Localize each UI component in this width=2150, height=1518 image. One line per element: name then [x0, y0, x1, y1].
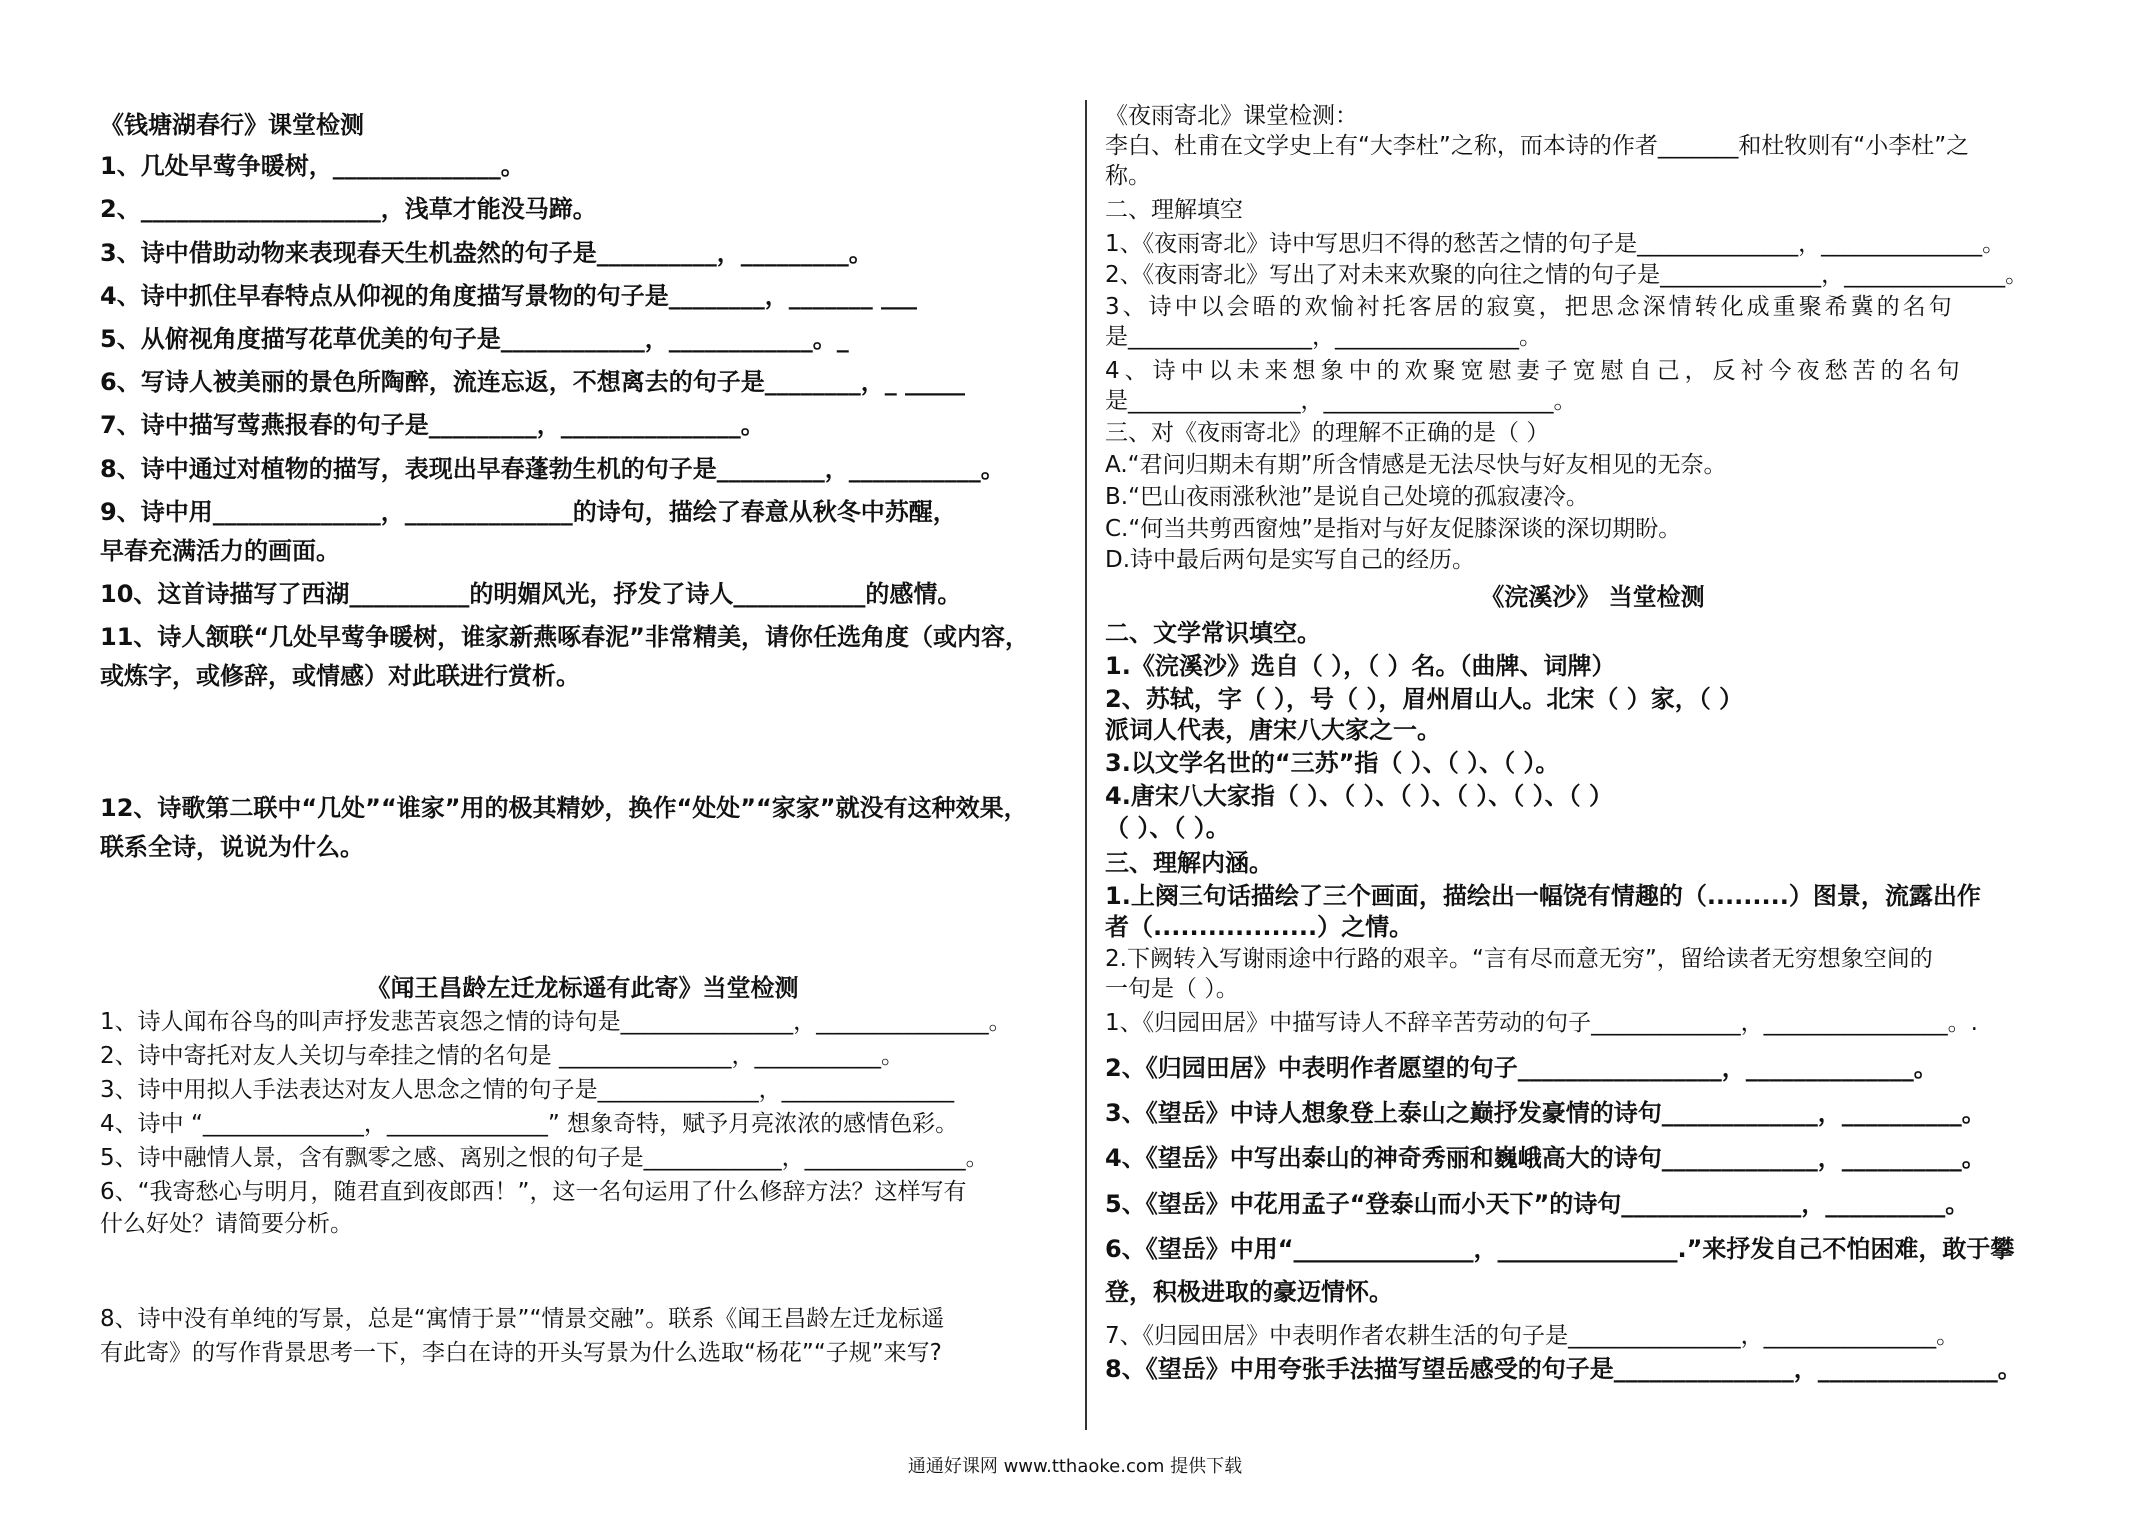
question: 5、从俯视角度描写花草优美的句子是____________，____________。_ — [100, 324, 849, 353]
question: 5、诗中融情人景，含有飘零之感、离别之恨的句子是____________，______________。 — [100, 1144, 989, 1171]
question-continued: （ ）、（ ）。 — [1105, 813, 1230, 842]
text-line: 称。 — [1105, 162, 1151, 189]
question: 10、这首诗描写了西湖__________的明媚风光，抒发了诗人___________的感情。 — [100, 580, 962, 609]
option-a: A.“君问归期未有期”所含情感是无法尽快与好友相见的无奈。 — [1105, 451, 1727, 478]
question: 4、诗中抓住早春特点从仰视的角度描写景物的句子是________，_______ ___ — [100, 281, 918, 310]
question: 8、诗中没有单纯的写景，总是“寓情于景”“情景交融”。联系《闻王昌龄左迁龙标遥 — [100, 1306, 945, 1333]
question: 1、《归园田居》中描写诗人不辞辛苦劳动的句子_____________，________________。. — [1105, 1010, 1978, 1037]
question: 3、《望岳》中诗人想象登上泰山之巅抒发豪情的诗句_____________，__________。 — [1105, 1099, 1986, 1128]
question: 3、诗中用拟人手法表达对友人思念之情的句子是______________，_______________ — [100, 1076, 955, 1103]
question-continued: 是_______________，____________________。 — [1105, 388, 1577, 415]
question: 7、《归园田居》中表明作者农耕生活的句子是_______________，_______________。 — [1105, 1323, 1960, 1350]
question: 1、几处早莺争暖树，______________。 — [100, 152, 525, 181]
question: 11、诗人颔联“几处早莺争暖树，谁家新燕啄春泥”非常精美，请你任选角度（或内容， — [100, 623, 1029, 652]
section-heading: 二、理解填空 — [1105, 196, 1243, 223]
question: 12、诗歌第二联中“几处”“谁家”用的极其精妙，换作“处处”“家家”就没有这种效果， — [100, 793, 1028, 822]
question-continued: 联系全诗，说说为什么。 — [100, 832, 364, 861]
question-continued: 或炼字，或修辞，或情感）对此联进行赏析。 — [100, 662, 580, 691]
question: 8、诗中通过对植物的描写，表现出早春蓬勃生机的句子是_________，___________。 — [100, 454, 1005, 483]
question: 6、“我寄愁心与明月，随君直到夜郎西！”，这一名句运用了什么修辞方法？这样写有 — [100, 1178, 967, 1205]
question-continued: 派词人代表，唐宋八大家之一。 — [1105, 716, 1441, 745]
question-continued: 登，积极进取的豪迈情怀。 — [1105, 1278, 1393, 1307]
option-b: B.“巴山夜雨涨秋池”是说自己处境的孤寂凄冷。 — [1105, 483, 1589, 510]
question: 3、诗中借助动物来表现春天生机盎然的句子是__________，_________。 — [100, 238, 873, 267]
question: 2、苏轼，字（ ），号（ ），眉州眉山人。北宋（ ）家，（ ） — [1105, 684, 1744, 713]
question: 3.以文学名世的“三苏”指（ ）、（ ）、（ ）。 — [1105, 749, 1560, 778]
question: 4、诗中 “______________，______________” 想象奇特，赋予月亮浓浓的感情色彩。 — [100, 1110, 959, 1137]
text-line: 李白、杜甫在文学史上有“大李杜”之称，而本诗的作者_______和杜牧则有“小李杜”之 — [1105, 132, 1970, 159]
question: 2、诗中寄托对友人关切与牵挂之情的名句是 _______________，___________。 — [100, 1043, 904, 1070]
section-title-huanxisha: 《浣溪沙》 当堂检测 — [1480, 583, 1705, 612]
question: 4、《望岳》中写出泰山的神奇秀丽和巍峨高大的诗句_____________，__________。 — [1105, 1144, 1986, 1173]
question: 7、诗中描写莺燕报春的句子是_________，_______________。 — [100, 411, 765, 440]
option-c: C.“何当共剪西窗烛”是指对与好友促膝深谈的深切期盼。 — [1105, 515, 1682, 542]
question-continued: 有此寄》的写作背景思考一下，李白在诗的开头写景为什么选取“杨花”“子规”来写? — [100, 1340, 942, 1367]
page-footer: 通通好课网 www.tthaoke.com 提供下载 — [907, 1456, 1243, 1477]
question-continued: 早春充满活力的画面。 — [100, 536, 340, 565]
question: 1.《浣溪沙》选自（ ），（ ）名。（曲牌、词牌） — [1105, 651, 1616, 680]
question: 4、诗中以未来想象中的欢聚宽慰妻子宽慰自己，反衬今夜愁苦的名句 — [1105, 358, 1965, 385]
section-heading: 三、理解内涵。 — [1105, 848, 1273, 877]
question: 2、《夜雨寄北》写出了对未来欢聚的向往之情的句子是______________，______________。 — [1105, 262, 2029, 289]
question: 9、诗中用______________，______________的诗句，描绘了春意从秋冬中苏醒， — [100, 497, 957, 526]
section-title-yeyu: 《夜雨寄北》课堂检测： — [1105, 103, 1358, 129]
question: 1、《夜雨寄北》诗中写思归不得的愁苦之情的句子是______________，______________。 — [1105, 230, 2006, 257]
column-divider — [1085, 100, 1087, 1430]
section-heading: 二、文学常识填空。 — [1105, 618, 1321, 647]
question-continued: 什么好处？请简要分析。 — [100, 1210, 353, 1237]
question: 1.上阕三句话描绘了三个画面，描绘出一幅饶有情趣的（.........）图景，流露出作 — [1105, 882, 1981, 911]
section-title-qiantang: 《钱塘湖春行》课堂检测 — [100, 111, 364, 139]
question-continued: 一句是（ ）。 — [1105, 976, 1239, 1003]
question: 2、《归园田居》中表明作者愿望的句子_________________，______________。 — [1105, 1054, 1938, 1083]
question: 4.唐宋八大家指（ ）、（ ）、（ ）、（ ）、（ ）、（ ） — [1105, 782, 1613, 811]
question: 6、《望岳》中用“_______________，_______________.”来抒发自己不怕困难，敢于攀 — [1105, 1234, 2015, 1263]
section-title-wenwang: 《闻王昌龄左迁龙标遥有此寄》当堂检测 — [366, 974, 799, 1002]
section-heading: 三、对《夜雨寄北》的理解不正确的是（ ） — [1105, 419, 1550, 446]
question-continued: 者（..................）之情。 — [1105, 913, 1414, 942]
option-d: D.诗中最后两句是实写自己的经历。 — [1105, 547, 1476, 574]
question: 6、写诗人被美丽的景色所陶醉，流连忘返，不想离去的句子是________，_ _____ — [100, 368, 966, 397]
question: 3、诗中以会晤的欢愉衬托客居的寂寞，把思念深情转化成重聚希冀的名句 — [1105, 294, 1955, 321]
question: 1、诗人闻布谷鸟的叫声抒发悲苦哀怨之情的诗句是_______________，_______________。 — [100, 1009, 1012, 1036]
left-column — [100, 110, 1065, 1369]
question-continued: 是________________，________________。 — [1105, 324, 1542, 351]
question: 2.下阙转入写谢雨途中行路的艰辛。“言有尽而意无穷”，留给读者无穷想象空间的 — [1105, 946, 1933, 973]
question: 5、《望岳》中花用孟子“登泰山而小天下”的诗句_______________，__________。 — [1105, 1189, 1970, 1218]
question: 8、《望岳》中用夸张手法描写望岳感受的句子是_______________，_______________。 — [1105, 1355, 2022, 1384]
right-column — [1105, 102, 2080, 1385]
question: 2、____________________，浅草才能没马蹄。 — [100, 195, 597, 224]
